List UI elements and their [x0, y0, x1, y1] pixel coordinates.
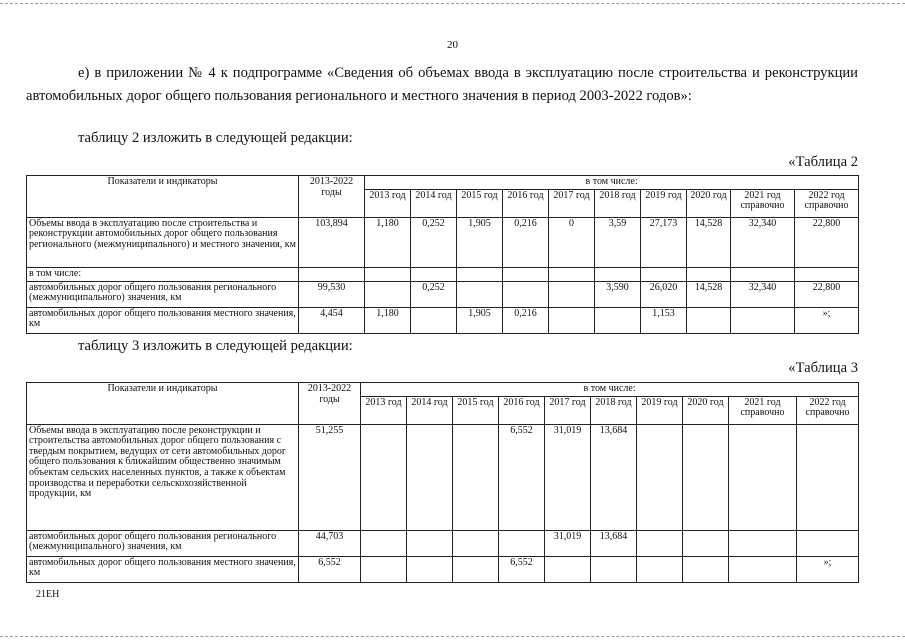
row-value: [637, 530, 683, 556]
header-indicators: Показатели и индикаторы: [27, 383, 299, 425]
row-value: 0,216: [503, 217, 549, 267]
row-value: [361, 556, 407, 582]
row-value: [407, 424, 453, 530]
header-year: 2013 год: [361, 396, 407, 424]
row-value: 0,252: [411, 281, 457, 307]
row-value: [729, 424, 797, 530]
header-period: 2013-2022 годы: [299, 383, 361, 425]
row-value: [365, 281, 411, 307]
row-total: 44,703: [299, 530, 361, 556]
table-2: [26, 175, 859, 334]
row-value: [453, 556, 499, 582]
row-value: 27,173: [641, 217, 687, 267]
page-number: 20: [447, 39, 458, 51]
header-year: 2019 год: [641, 189, 687, 217]
header-year: 2022 год справочно: [795, 189, 859, 217]
row-total: 99,530: [299, 281, 365, 307]
table-row: [27, 424, 859, 530]
row-value: 13,684: [591, 530, 637, 556]
table3-caption: «Таблица 3: [788, 360, 858, 376]
header-year: 2021 год справочно: [729, 396, 797, 424]
row-value: »;: [797, 556, 859, 582]
row-value: [637, 556, 683, 582]
row-value: [499, 530, 545, 556]
row-value: [453, 530, 499, 556]
header-year: 2020 год: [683, 396, 729, 424]
table-row: [27, 267, 859, 281]
row-value: 14,528: [687, 281, 731, 307]
table-row: [27, 530, 859, 556]
row-value: [407, 530, 453, 556]
row-value: [797, 424, 859, 530]
header-year: 2015 год: [453, 396, 499, 424]
row-label: автомобильных дорог общего пользования местного значения, км: [27, 307, 299, 333]
row-value: »;: [795, 307, 859, 333]
row-value: 3,59: [595, 217, 641, 267]
header-year: 2015 год: [457, 189, 503, 217]
row-value: 31,019: [545, 530, 591, 556]
header-indicators: Показатели и индикаторы: [27, 176, 299, 218]
table-row: [27, 281, 859, 307]
header-year: 2020 год: [687, 189, 731, 217]
row-value: [361, 530, 407, 556]
row-value: [503, 267, 549, 281]
row-value: [365, 267, 411, 281]
row-value: 0: [549, 217, 595, 267]
row-value: [549, 281, 595, 307]
row-value: [795, 267, 859, 281]
table2-caption: «Таблица 2: [788, 154, 858, 170]
row-value: [637, 424, 683, 530]
row-value: 0,252: [411, 217, 457, 267]
row-label: автомобильных дорог общего пользования регионального (межмуниципального) значения, км: [27, 281, 299, 307]
row-total: [299, 267, 365, 281]
row-label: Объемы ввода в эксплуатацию после строительства и реконструкции автомобильных дорог общего пользования регионального (межмуниципального) и местного значения, км: [27, 217, 299, 267]
row-value: 1,180: [365, 307, 411, 333]
intro-paragraph: е) в приложении № 4 к подпрограмме «Сведения об объемах ввода в эксплуатацию после строительства и реконструкции автомобильных дорог общего пользования регионального и местного значения в период 2003-2022 годов»:: [26, 65, 858, 104]
row-value: 3,590: [595, 281, 641, 307]
header-year: 2014 год: [407, 396, 453, 424]
row-total: 51,255: [299, 424, 361, 530]
table3-instruction: таблицу 3 изложить в следующей редакции:: [78, 338, 353, 354]
row-value: [797, 530, 859, 556]
row-value: [729, 530, 797, 556]
row-value: [411, 267, 457, 281]
table-row: [27, 556, 859, 582]
header-year: 2021 год справочно: [731, 189, 795, 217]
header-year: 2016 год: [499, 396, 545, 424]
row-value: 26,020: [641, 281, 687, 307]
header-year: 2018 год: [591, 396, 637, 424]
table-row: [27, 307, 859, 333]
row-value: [729, 556, 797, 582]
row-value: [731, 267, 795, 281]
row-total: 6,552: [299, 556, 361, 582]
bottom-scan-border: [0, 636, 905, 637]
row-value: [361, 424, 407, 530]
row-value: 1,180: [365, 217, 411, 267]
row-label: автомобильных дорог общего пользования местного значения, км: [27, 556, 299, 582]
row-value: [683, 424, 729, 530]
header-year: 2018 год: [595, 189, 641, 217]
header-year: 2019 год: [637, 396, 683, 424]
row-label: в том числе:: [27, 267, 299, 281]
header-including: в том числе:: [365, 176, 859, 190]
header-year: 2014 год: [411, 189, 457, 217]
row-total: 4,454: [299, 307, 365, 333]
row-value: [683, 556, 729, 582]
header-year: 2013 год: [365, 189, 411, 217]
row-value: [683, 530, 729, 556]
row-value: [457, 281, 503, 307]
row-value: [545, 556, 591, 582]
row-value: [595, 307, 641, 333]
header-year: 2016 год: [503, 189, 549, 217]
table-row: [27, 217, 859, 267]
row-value: [411, 307, 457, 333]
row-value: 0,216: [503, 307, 549, 333]
row-value: [503, 281, 549, 307]
row-value: 32,340: [731, 217, 795, 267]
row-value: [595, 267, 641, 281]
row-value: [641, 267, 687, 281]
row-value: [731, 307, 795, 333]
row-value: 31,019: [545, 424, 591, 530]
table2-instruction: таблицу 2 изложить в следующей редакции:: [78, 130, 353, 146]
row-value: [687, 307, 731, 333]
row-value: [407, 556, 453, 582]
row-value: [687, 267, 731, 281]
top-scan-border: [0, 3, 905, 4]
row-value: [453, 424, 499, 530]
row-value: 32,340: [731, 281, 795, 307]
row-label: автомобильных дорог общего пользования регионального (межмуниципального) значения, км: [27, 530, 299, 556]
header-including: в том числе:: [361, 383, 859, 397]
row-value: 22,800: [795, 281, 859, 307]
row-value: 22,800: [795, 217, 859, 267]
row-value: [549, 267, 595, 281]
row-value: [591, 556, 637, 582]
table-3: [26, 382, 859, 583]
row-value: 1,905: [457, 307, 503, 333]
row-value: 14,528: [687, 217, 731, 267]
row-value: 6,552: [499, 424, 545, 530]
row-label: Объемы ввода в эксплуатацию после реконструкции и строительства автомобильных дорог общего пользования с твердым покрытием, ведущих от сети автомобильных дорог общего пользования к ближайшим общественно значимым объектам сельских населенных пунктов, а также к объектам производства и переработки сельскохозяйственной продукции, км: [27, 424, 299, 530]
row-value: 1,905: [457, 217, 503, 267]
header-year: 2022 год справочно: [797, 396, 859, 424]
row-value: [549, 307, 595, 333]
footer-code: 21ЕН: [36, 589, 60, 600]
header-year: 2017 год: [545, 396, 591, 424]
header-year: 2017 год: [549, 189, 595, 217]
row-value: 6,552: [499, 556, 545, 582]
row-value: 1,153: [641, 307, 687, 333]
row-value: 13,684: [591, 424, 637, 530]
row-value: [457, 267, 503, 281]
header-period: 2013-2022 годы: [299, 176, 365, 218]
row-total: 103,894: [299, 217, 365, 267]
